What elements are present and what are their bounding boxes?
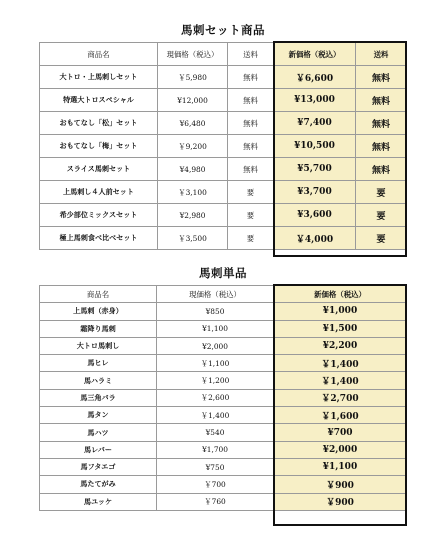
- current-price-cell: ¥2,000: [157, 337, 274, 354]
- header-current-price: 現価格（税込）: [157, 286, 274, 303]
- current-price-cell: ￥700: [157, 476, 274, 493]
- table-row: [40, 66, 407, 89]
- new-price-cell: ¥2,200: [274, 337, 407, 354]
- table-row: [40, 135, 407, 158]
- new-shipping-cell: 無料: [356, 112, 407, 135]
- current-price-cell: ¥2,980: [158, 204, 228, 227]
- shipping-cell: 無料: [228, 135, 274, 158]
- new-price-cell: ¥1,000: [274, 303, 407, 320]
- new-price-cell: ¥2,000: [274, 441, 407, 458]
- header-shipping: 送料: [228, 43, 274, 66]
- table-row: [40, 372, 407, 389]
- new-price-cell: ¥5,700: [274, 158, 356, 181]
- new-price-cell: ￥4,000: [274, 227, 356, 250]
- table-row: [40, 320, 407, 337]
- shipping-cell: 無料: [228, 158, 274, 181]
- new-price-cell: ￥900: [274, 493, 407, 510]
- table-row: [40, 424, 407, 441]
- table-row: [40, 158, 407, 181]
- new-shipping-cell: 無料: [356, 89, 407, 112]
- new-shipping-cell: 要: [356, 227, 407, 250]
- new-price-cell: ¥1,500: [274, 320, 407, 337]
- current-price-cell: ￥1,400: [157, 407, 274, 424]
- item-name-cell: 極上馬刺食べ比べセット: [40, 227, 158, 250]
- item-name-cell: スライス馬刺セット: [40, 158, 158, 181]
- item-name-cell: 馬ヒレ: [40, 355, 157, 372]
- current-price-cell: ￥5,980: [158, 66, 228, 89]
- new-shipping-cell: 無料: [356, 66, 407, 89]
- header-name: 商品名: [40, 43, 158, 66]
- item-name-cell: 大トロ・上馬刺しセット: [40, 66, 158, 89]
- shipping-cell: 無料: [228, 89, 274, 112]
- table-row: [40, 476, 407, 493]
- new-price-cell: ￥6,600: [274, 66, 356, 89]
- new-price-cell: ¥7,400: [274, 112, 356, 135]
- new-shipping-cell: 無料: [356, 135, 407, 158]
- table-row: [40, 181, 407, 204]
- current-price-cell: ¥1,100: [157, 320, 274, 337]
- item-name-cell: 馬フタエゴ: [40, 458, 157, 475]
- item-name-cell: 馬ハツ: [40, 424, 157, 441]
- current-price-cell: ￥1,100: [157, 355, 274, 372]
- item-name-cell: 馬三角バラ: [40, 389, 157, 406]
- table-row: [40, 337, 407, 354]
- current-price-cell: ￥760: [157, 493, 274, 510]
- single-section-title: 馬刺単品: [199, 266, 247, 280]
- new-price-cell: ￥1,600: [274, 407, 407, 424]
- item-name-cell: 馬ハラミ: [40, 372, 157, 389]
- current-price-cell: ￥9,200: [158, 135, 228, 158]
- set-price-table: [39, 42, 407, 250]
- table-header-row: [40, 286, 407, 303]
- shipping-cell: 要: [228, 227, 274, 250]
- current-price-cell: ￥1,200: [157, 372, 274, 389]
- new-price-cell: ¥700: [274, 424, 407, 441]
- table-row: [40, 227, 407, 250]
- new-shipping-cell: 無料: [356, 158, 407, 181]
- header-current-price: 現価格（税込）: [158, 43, 228, 66]
- table-header-row: [40, 43, 407, 66]
- item-name-cell: おもてなし「梅」セット: [40, 135, 158, 158]
- header-new-price: 新価格（税込）: [274, 286, 407, 303]
- item-name-cell: 馬レバー: [40, 441, 157, 458]
- table-row: [40, 303, 407, 320]
- table-row: [40, 389, 407, 406]
- current-price-cell: ￥3,100: [158, 181, 228, 204]
- item-name-cell: おもてなし「松」セット: [40, 112, 158, 135]
- table-row: [40, 89, 407, 112]
- new-shipping-cell: 要: [356, 181, 407, 204]
- shipping-cell: 無料: [228, 112, 274, 135]
- item-name-cell: 馬タン: [40, 407, 157, 424]
- current-price-cell: ￥3,500: [158, 227, 228, 250]
- current-price-cell: ¥540: [157, 424, 274, 441]
- new-shipping-cell: 要: [356, 204, 407, 227]
- item-name-cell: 上馬刺し４人前セット: [40, 181, 158, 204]
- new-price-cell: ¥3,600: [274, 204, 356, 227]
- table-row: [40, 112, 407, 135]
- new-price-cell: ¥10,500: [274, 135, 356, 158]
- new-price-cell: ¥3,700: [274, 181, 356, 204]
- item-name-cell: 霜降り馬刺: [40, 320, 157, 337]
- current-price-cell: ¥12,000: [158, 89, 228, 112]
- table-row: [40, 407, 407, 424]
- shipping-cell: 無料: [228, 66, 274, 89]
- current-price-cell: ¥850: [157, 303, 274, 320]
- current-price-cell: ¥6,480: [158, 112, 228, 135]
- shipping-cell: 要: [228, 204, 274, 227]
- new-price-cell: ¥13,000: [274, 89, 356, 112]
- current-price-cell: ¥750: [157, 458, 274, 475]
- set-section-title: 馬刺セット商品: [181, 23, 265, 37]
- table-row: [40, 204, 407, 227]
- item-name-cell: 希少部位ミックスセット: [40, 204, 158, 227]
- shipping-cell: 要: [228, 181, 274, 204]
- item-name-cell: 大トロ馬刺し: [40, 337, 157, 354]
- current-price-cell: ¥1,700: [157, 441, 274, 458]
- current-price-cell: ￥2,600: [157, 389, 274, 406]
- new-price-cell: ￥2,700: [274, 389, 407, 406]
- header-new-price: 新価格（税込）: [274, 43, 356, 66]
- table-row: [40, 458, 407, 475]
- new-price-cell: ￥1,400: [274, 355, 407, 372]
- header-new-shipping: 送料: [356, 43, 407, 66]
- table-row: [40, 355, 407, 372]
- new-price-cell: ￥1,400: [274, 372, 407, 389]
- item-name-cell: 馬ユッケ: [40, 493, 157, 510]
- item-name-cell: 馬たてがみ: [40, 476, 157, 493]
- item-name-cell: 上馬刺（赤身）: [40, 303, 157, 320]
- header-name: 商品名: [40, 286, 157, 303]
- new-price-cell: ￥900: [274, 476, 407, 493]
- item-name-cell: 特選大トロスペシャル: [40, 89, 158, 112]
- current-price-cell: ¥4,980: [158, 158, 228, 181]
- table-row: [40, 441, 407, 458]
- single-price-table: [39, 285, 407, 511]
- table-row: [40, 493, 407, 510]
- new-price-cell: ¥1,100: [274, 458, 407, 475]
